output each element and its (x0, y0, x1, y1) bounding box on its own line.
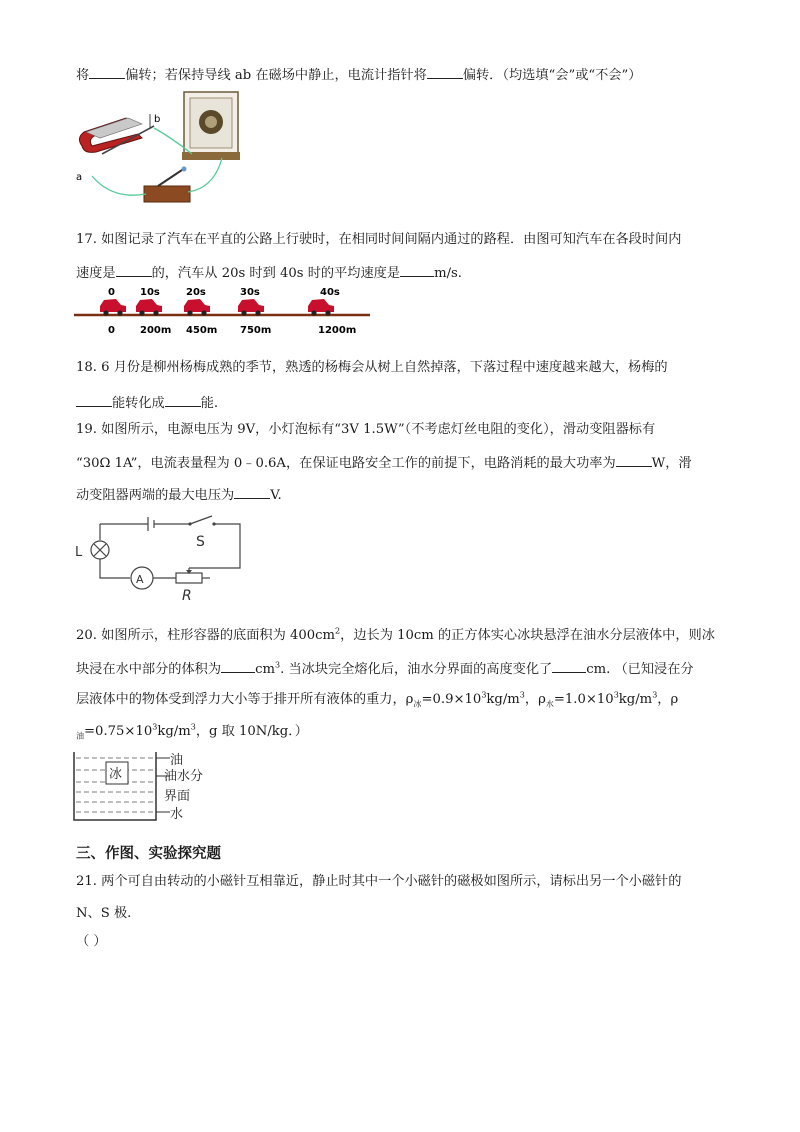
q21-text-line2: N、S 极. (76, 906, 132, 921)
q19-text-line2: “30Ω 1A”，电流表量程为 0﹣0.6A，在保证电路安全工作的前提下，电路消耗的最大功率为 W，滑 (76, 452, 692, 474)
car-marker (100, 299, 126, 316)
svg-text:油水分: 油水分 (164, 769, 204, 784)
svg-text:L: L (75, 545, 83, 560)
distance-label: 200m (140, 325, 172, 336)
time-label: 0 (108, 287, 115, 298)
answer-blank[interactable] (165, 392, 201, 407)
q18-text-line1: 18. 6 月份是柳州杨梅成熟的季节，熟透的杨梅会从树上自然掉落，下落过程中速度越来越大，杨梅的 (76, 360, 668, 375)
q19-figure-circuit (72, 512, 248, 604)
q17-text-line2: 速度是 的，汽车从 20s 时到 40s 时的平均速度是 m/s. (76, 262, 462, 284)
q17-figure-car-road (74, 284, 374, 340)
distance-label: 0 (108, 325, 115, 336)
time-label: 10s (140, 287, 160, 298)
distance-label: 450m (186, 325, 218, 336)
ice-label: 冰 (109, 767, 123, 782)
answer-blank[interactable] (427, 64, 463, 79)
svg-text:油: 油 (170, 753, 184, 768)
q20-text-line3: 层液体中的物体受到浮力大小等于排开所有液体的重力，$\rho_冰=0.9\times 10^3kg/m^3$，$\rho_水=1.0\times 10^3kg/m^3$，ρ (76, 690, 679, 709)
q21-answer-bracket[interactable]: （ ） (76, 934, 107, 949)
q21-text-line1: 21. 两个可自由转动的小磁针互相靠近，静止时其中一个小磁针的磁极如图所示，请标出另一个小磁针的 (76, 874, 682, 889)
answer-blank[interactable] (552, 658, 586, 673)
svg-text:A: A (136, 573, 144, 586)
q16-figure-electromagnetic-induction (72, 88, 242, 210)
car-marker (238, 299, 264, 316)
answer-blank[interactable] (616, 452, 652, 467)
q19-text-line1: 19. 如图所示，电源电压为 9V，小灯泡标有“3V 1.5W”（不考虑灯丝电阻的变化），滑动变阻器标有 (76, 422, 656, 437)
q19-text-line3: 动变阻器两端的最大电压为 V. (76, 484, 282, 506)
section-heading: 三、作图、实验探究题 (76, 846, 221, 862)
q20-text-line4: $_油=0.75\times 10^3kg/m^3$，g 取 10N/kg．） (76, 722, 308, 741)
time-label: 40s (320, 287, 340, 298)
answer-blank[interactable] (76, 392, 112, 407)
answer-blank[interactable] (89, 64, 125, 79)
q20-text-line1: 20. 如图所示，柱形容器的底面积为 $400cm^2$，边长为 10cm 的正方体实心冰块悬浮在油水分层液体中，则冰 (76, 626, 715, 643)
svg-text:S: S (196, 534, 205, 550)
q16-text-line1: 将 偏转；若保持导线 ab 在磁场中静止，电流计指针将 偏转．（均选填“会”或“不会”） (76, 64, 641, 86)
q18-text-line2: 能转化成 能. (76, 392, 218, 414)
answer-blank[interactable] (234, 484, 270, 499)
svg-text:界面: 界面 (164, 789, 191, 804)
svg-text:a: a (76, 172, 83, 183)
svg-text:水: 水 (170, 807, 184, 822)
time-label: 30s (240, 287, 260, 298)
car-marker (184, 299, 210, 316)
q20-figure-container (72, 748, 232, 824)
answer-blank[interactable] (116, 262, 152, 277)
answer-blank[interactable] (400, 262, 434, 277)
svg-text:R: R (182, 588, 192, 604)
q20-text-line2: 块浸在水中部分的体积为 $cm^3$. 当冰块完全熔化后，油水分界面的高度变化了 cm. （已知浸在分 (76, 658, 694, 680)
time-label: 20s (186, 287, 206, 298)
distance-label: 1200m (318, 325, 357, 336)
q17-text-line1: 17. 如图记录了汽车在平直的公路上行驶时，在相同时间间隔内通过的路程．由图可知汽车在各段时间内 (76, 232, 682, 247)
car-marker (136, 299, 162, 316)
distance-label: 750m (240, 325, 272, 336)
answer-blank[interactable] (221, 658, 255, 673)
svg-text:b: b (154, 114, 161, 125)
car-marker (308, 299, 334, 316)
